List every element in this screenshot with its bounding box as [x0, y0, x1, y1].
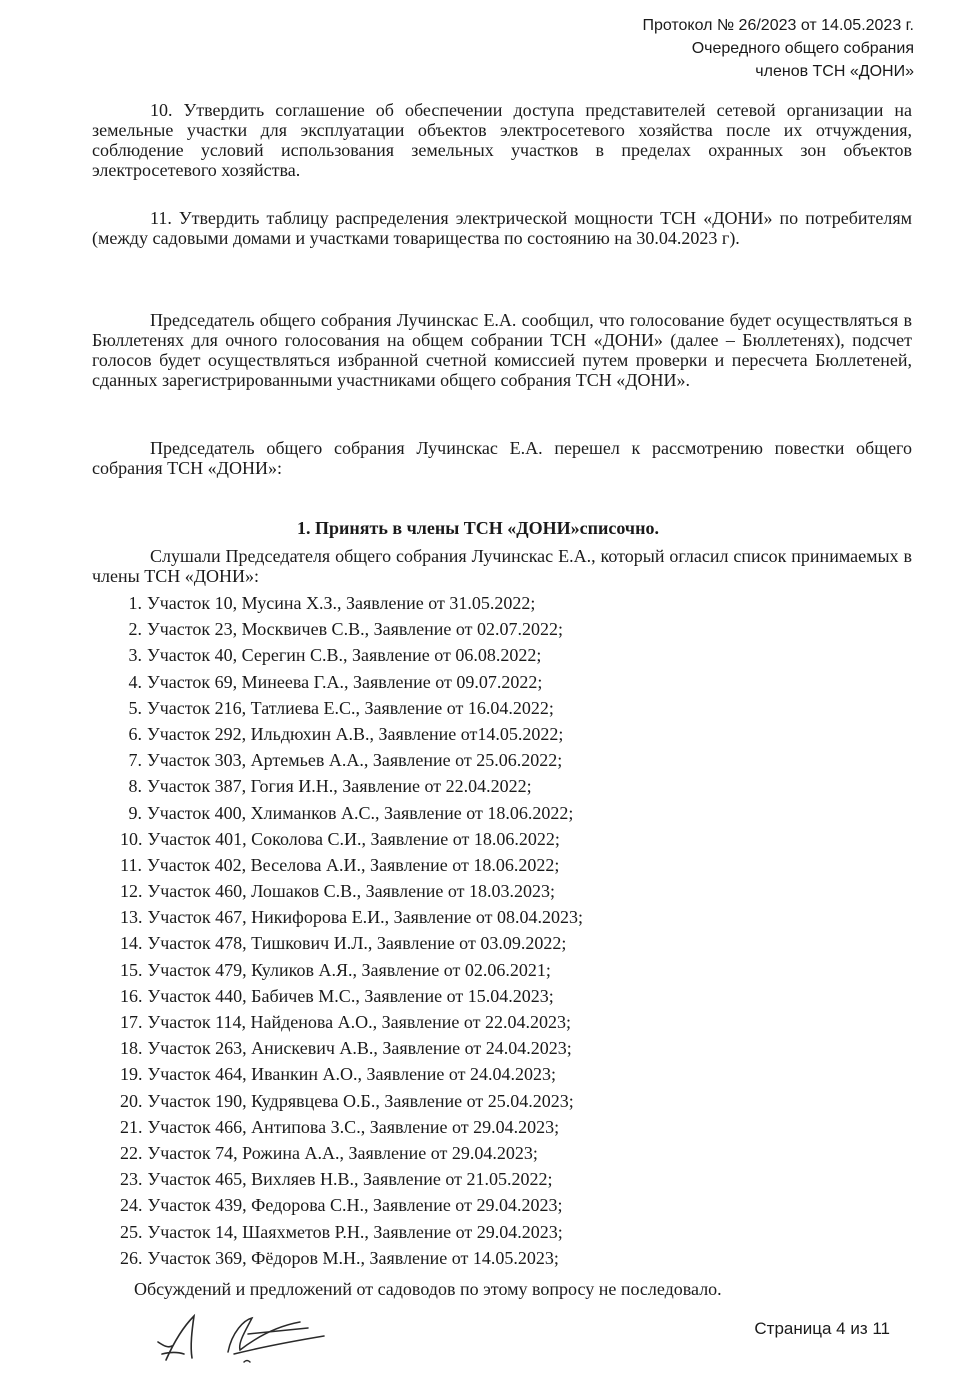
- member-item: [120, 904, 583, 930]
- chair-agenda-paragraph: Председатель общего собрания Лучинскас Е.А. перешел к рассмотрению повестки общего собрания ТСН «ДОНИ»:: [92, 438, 912, 478]
- member-number: 17.: [120, 1012, 143, 1032]
- member-text: Участок 465, Вихляев Н.В., Заявление от 21.05.2022;: [147, 1169, 553, 1190]
- member-number: 1.: [128, 593, 142, 613]
- signature-1: [158, 1316, 194, 1360]
- member-item: [120, 616, 583, 642]
- member-text: Участок 439, Федорова С.Н., Заявление от 29.04.2023;: [147, 1195, 563, 1216]
- member-number: 5.: [128, 697, 142, 718]
- member-text: Участок 292, Ильдюхин А.В., Заявление от14.05.2022;: [147, 723, 564, 744]
- member-text: Участок 401, Соколова С.И., Заявление от 18.06.2022;: [147, 828, 560, 849]
- member-number: 11.: [120, 854, 142, 875]
- member-number: 24.: [120, 1195, 143, 1216]
- chair-voting-paragraph: Председатель общего собрания Лучинскас Е.А. сообщил, что голосование будет осуществляться в Бюллетенях для очного голосования на общем собрании ТСН «ДОНИ» (далее – Бюллетенях), подсчет голосов будет осуществляться избранной счетной комиссией путем проверки и пересчета Бюллетеней, сданных зарегистрированными участниками общего собрания ТСН «ДОНИ».: [92, 310, 912, 390]
- member-item: [120, 1140, 583, 1166]
- member-item: [120, 878, 583, 904]
- member-item: [120, 930, 583, 956]
- member-number: 7.: [128, 750, 142, 771]
- member-number: 23.: [120, 1169, 143, 1190]
- member-text: Участок 387, Гогия И.Н., Заявление от 22.04.2022;: [147, 776, 532, 797]
- organization-name: членов ТСН «ДОНИ»: [755, 63, 914, 80]
- closing-statement: Обсуждений и предложений от садоводов по этому вопросу не последовало.: [134, 1279, 722, 1299]
- member-number: 3.: [128, 645, 142, 666]
- member-number: 14.: [120, 933, 143, 954]
- member-number: 15.: [120, 959, 143, 980]
- member-number: 10.: [120, 828, 143, 849]
- page-number: Страница 4 из 11: [754, 1319, 890, 1338]
- member-number: 22.: [120, 1142, 143, 1163]
- member-item: [120, 1166, 583, 1192]
- member-text: Участок 69, Минеева Г.А., Заявление от 09.07.2022;: [147, 671, 543, 692]
- member-text: Участок 400, Хлиманков А.С., Заявление от 18.06.2022;: [147, 802, 574, 823]
- member-number: 6.: [128, 723, 142, 744]
- member-text: Участок 460, Лошаков С.В., Заявление от 18.03.2023;: [147, 881, 556, 902]
- member-text: Участок 478, Тишкович И.Л., Заявление от 03.09.2022;: [147, 933, 567, 954]
- member-number: 8.: [128, 776, 142, 797]
- member-text: Участок 10, Мусина Х.З., Заявление от 31.05.2022;: [147, 593, 536, 613]
- member-text: Участок 440, Бабичев М.С., Заявление от 15.04.2023;: [147, 985, 554, 1006]
- member-item: [120, 957, 583, 983]
- member-item: [120, 721, 583, 747]
- heard-paragraph: Слушали Председателя общего собрания Лучинскас Е.А., который огласил список принимаемых в члены ТСН «ДОНИ»:: [92, 546, 912, 586]
- member-number: 12.: [120, 881, 143, 902]
- member-text: Участок 40, Серегин С.В., Заявление от 06.08.2022;: [147, 645, 542, 666]
- protocol-header: [642, 14, 914, 83]
- member-item: [120, 1114, 583, 1140]
- member-number: 19.: [120, 1064, 143, 1085]
- member-text: Участок 14, Шаяхметов Р.Н., Заявление от 29.04.2023;: [147, 1221, 563, 1242]
- member-item: [120, 773, 583, 799]
- member-number: 2.: [128, 619, 142, 640]
- member-number: 26.: [120, 1247, 143, 1268]
- member-number: 9.: [128, 802, 142, 823]
- member-item: [120, 800, 583, 826]
- member-text: Участок 467, Никифорова Е.И., Заявление от 08.04.2023;: [147, 907, 583, 928]
- member-number: 18.: [120, 1038, 143, 1059]
- member-text: Участок 114, Найденова А.О., Заявление от 22.04.2023;: [147, 1012, 572, 1032]
- agenda-heading: 1. Принять в члены ТСН «ДОНИ»списочно.: [297, 518, 659, 538]
- member-item: [120, 1192, 583, 1218]
- member-text: Участок 216, Татлиева Е.С., Заявление от 16.04.2022;: [147, 697, 554, 718]
- member-item: [120, 1061, 583, 1087]
- member-item: [120, 1035, 583, 1061]
- signature-2: [228, 1318, 324, 1362]
- member-item: [120, 852, 583, 878]
- member-item: [120, 1245, 583, 1271]
- member-number: 20.: [120, 1090, 143, 1111]
- member-text: Участок 303, Артемьев А.А., Заявление от 25.06.2022;: [147, 750, 563, 771]
- member-text: Участок 479, Куликов А.Я., Заявление от 02.06.2021;: [147, 959, 551, 980]
- member-item: [120, 642, 583, 668]
- member-text: Участок 23, Москвичев С.В., Заявление от 02.07.2022;: [147, 619, 563, 640]
- members-list: [120, 590, 583, 1271]
- member-item: [120, 1009, 583, 1035]
- member-text: Участок 190, Кудрявцева О.Б., Заявление от 25.04.2023;: [147, 1090, 574, 1111]
- member-item: [120, 983, 583, 1009]
- agenda-item-11: 11. Утвердить таблицу распределения электрической мощности ТСН «ДОНИ» по потребителям (между садовыми домами и участками товарищества по состоянию на 30.04.2023 г).: [92, 208, 912, 248]
- member-item: [120, 826, 583, 852]
- member-item: [120, 1088, 583, 1114]
- member-text: Участок 263, Анискевич А.В., Заявление от 24.04.2023;: [147, 1038, 572, 1059]
- protocol-number: Протокол № 26/2023 от 14.05.2023 г.: [642, 17, 914, 34]
- member-item: [120, 747, 583, 773]
- member-number: 13.: [120, 907, 143, 928]
- member-number: 21.: [120, 1116, 143, 1137]
- member-number: 16.: [120, 985, 143, 1006]
- member-text: Участок 466, Антипова З.С., Заявление от 29.04.2023;: [147, 1116, 560, 1137]
- member-number: 25.: [120, 1221, 143, 1242]
- member-item: [120, 695, 583, 721]
- member-item: [120, 669, 583, 695]
- member-text: Участок 464, Иванкин А.О., Заявление от 24.04.2023;: [147, 1064, 556, 1085]
- member-text: Участок 74, Рожина А.А., Заявление от 29.04.2023;: [147, 1142, 538, 1163]
- handwritten-signatures: [148, 1302, 348, 1372]
- member-item: [120, 1219, 583, 1245]
- member-text: Участок 402, Веселова А.И., Заявление от 18.06.2022;: [147, 854, 560, 875]
- member-text: Участок 369, Фёдоров М.Н., Заявление от 14.05.2023;: [147, 1247, 559, 1268]
- member-number: 4.: [128, 671, 142, 692]
- meeting-type: Очередного общего собрания: [691, 40, 914, 57]
- agenda-item-10: 10. Утвердить соглашение об обеспечении доступа представителей сетевой организации на земельные участки для эксплуатации объектов электросетевого хозяйства после их отчуждения, соблюдение условий использования земельных участков в пределах охранных зон объектов электросетевого хозяйства.: [92, 100, 912, 180]
- member-item: [120, 590, 583, 616]
